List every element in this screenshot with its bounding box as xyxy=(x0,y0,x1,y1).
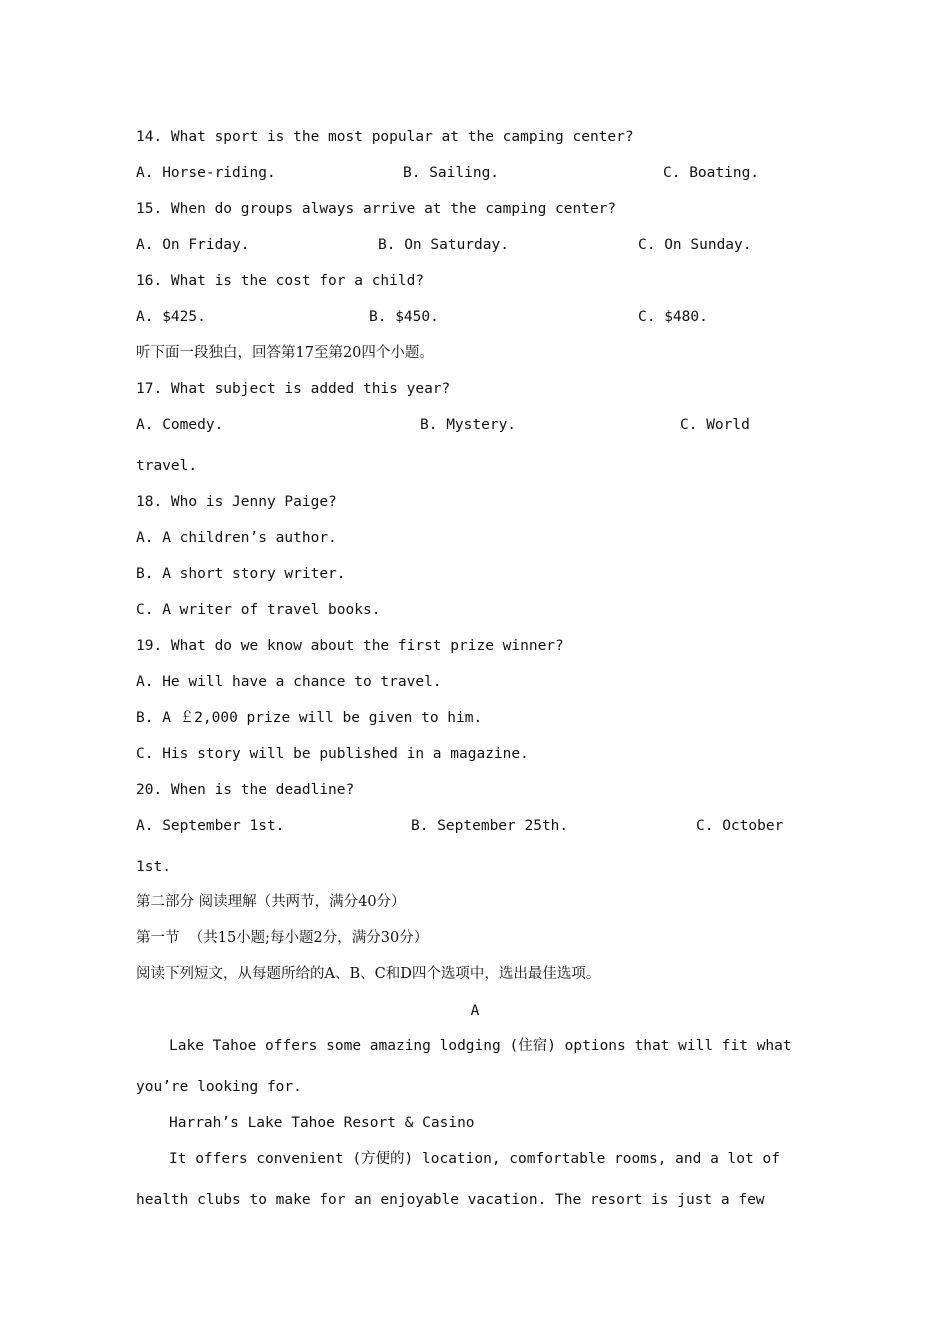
section-one-heading: 第一节 （共15小题;每小题2分，满分30分） xyxy=(136,930,429,946)
question-15-stem: 15. When do groups always arrive at the camping center? xyxy=(136,201,617,217)
question-18-stem: 18. Who is Jenny Paige? xyxy=(136,494,337,510)
reading-instruction: 阅读下列短文，从每题所给的A、B、C和D四个选项中，选出最佳选项。 xyxy=(136,966,601,982)
question-20-stem: 20. When is the deadline? xyxy=(136,782,355,798)
question-17-stem: 17. What subject is added this year? xyxy=(136,381,451,397)
question-16-option-c: C. $480. xyxy=(638,309,708,325)
passage-paragraph-1-line-1: Lake Tahoe offers some amazing lodging (住宿) options that will fit what xyxy=(169,1038,792,1054)
question-18-option-a: A. A children’s author. xyxy=(136,530,337,546)
question-16-option-a: A. $425. xyxy=(136,309,206,325)
question-18-option-b: B. A short story writer. xyxy=(136,566,346,582)
question-16-stem: 16. What is the cost for a child? xyxy=(136,273,425,289)
passage-letter: A xyxy=(470,1003,480,1019)
question-20-option-b: B. September 25th. xyxy=(411,818,569,834)
passage-paragraph-1-line-2: you’re looking for. xyxy=(136,1079,302,1095)
question-15-option-b: B. On Saturday. xyxy=(378,237,509,253)
question-17-option-b: B. Mystery. xyxy=(420,417,517,433)
passage-subtitle: Harrah’s Lake Tahoe Resort & Casino xyxy=(169,1115,475,1131)
part-two-heading: 第二部分 阅读理解（共两节，满分40分） xyxy=(136,894,406,910)
question-17-option-c-wrap: travel. xyxy=(136,458,198,474)
passage-paragraph-2-line-1: It offers convenient (方便的) location, comfortable rooms, and a lot of xyxy=(169,1151,780,1167)
question-14-option-a: A. Horse-riding. xyxy=(136,165,276,181)
question-19-option-a: A. He will have a chance to travel. xyxy=(136,674,442,690)
question-14-stem: 14. What sport is the most popular at the camping center? xyxy=(136,129,634,145)
question-19-stem: 19. What do we know about the first prize winner? xyxy=(136,638,564,654)
question-14-option-b: B. Sailing. xyxy=(403,165,500,181)
question-15-option-a: A. On Friday. xyxy=(136,237,250,253)
question-20-option-a: A. September 1st. xyxy=(136,818,285,834)
question-15-option-c: C. On Sunday. xyxy=(638,237,752,253)
monologue-instruction: 听下面一段独白，回答第17至第20四个小题。 xyxy=(136,345,434,361)
question-14-option-c: C. Boating. xyxy=(663,165,760,181)
question-20-option-c: C. October xyxy=(696,818,784,834)
question-17-option-c: C. World xyxy=(680,417,750,433)
question-20-option-c-wrap: 1st. xyxy=(136,859,171,875)
question-17-option-a: A. Comedy. xyxy=(136,417,224,433)
question-18-option-c: C. A writer of travel books. xyxy=(136,602,381,618)
passage-paragraph-2-line-2: health clubs to make for an enjoyable vacation. The resort is just a few xyxy=(136,1192,765,1208)
question-19-option-c: C. His story will be published in a magazine. xyxy=(136,746,529,762)
question-19-option-b: B. A ￡2,000 prize will be given to him. xyxy=(136,710,483,726)
question-16-option-b: B. $450. xyxy=(369,309,439,325)
